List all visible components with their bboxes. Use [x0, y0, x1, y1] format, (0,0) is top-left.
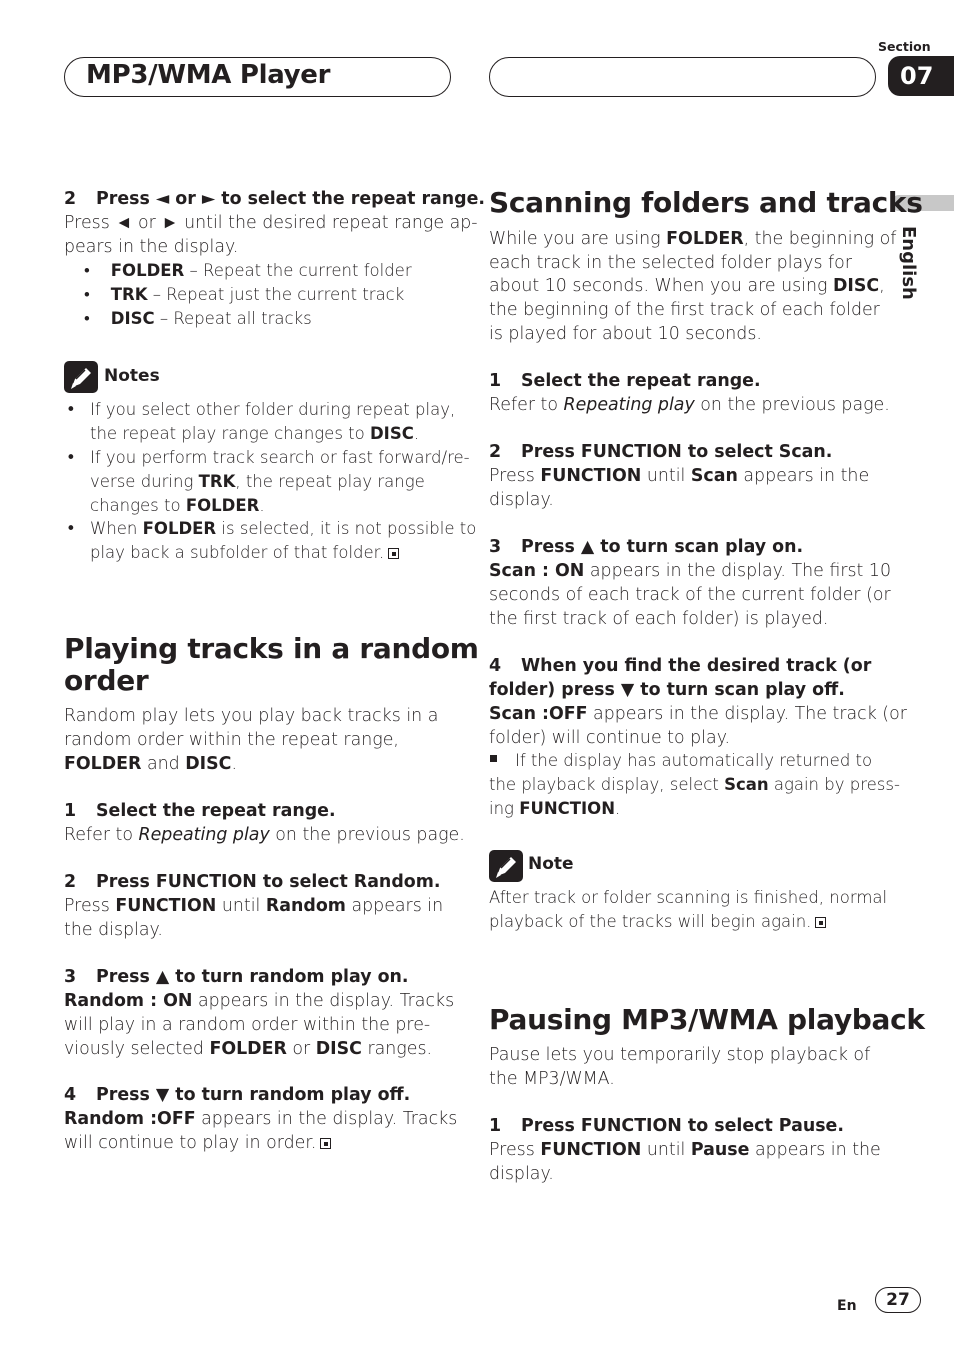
body-text: Scan : ON appears in the display. The first 10 [489, 561, 892, 581]
page-number: 27 [875, 1287, 921, 1313]
section-heading: Playing tracks in a random [64, 632, 479, 665]
note-text: After track or folder scanning is finished, normal [489, 888, 888, 907]
body-text: about 10 seconds. When you are using DISC, [489, 276, 885, 296]
pencil-icon [489, 850, 523, 882]
note-text: When FOLDER is selected, it is not possible to [90, 519, 477, 538]
header-blank-frame [489, 57, 876, 97]
note-bullet: • [66, 519, 76, 538]
body-text: If the display has automatically returned to [515, 751, 873, 770]
section-heading: Pausing MP3/WMA playback [489, 1003, 925, 1036]
section-heading: Scanning folders and tracks [489, 186, 923, 219]
list-item: • DISC – Repeat all tracks [84, 309, 312, 328]
step-heading: 2 Press ◄ or ► to select the repeat range. [64, 189, 486, 209]
step-heading: folder) press ▼ to turn scan play off. [489, 680, 845, 700]
step-heading: 3 Press ▲ to turn random play on. [64, 967, 409, 987]
note-text: changes to FOLDER. [90, 496, 265, 515]
step-heading: 1 Select the repeat range. [64, 801, 336, 821]
body-text: will continue to play in order. [64, 1131, 331, 1155]
note-text: If you select other folder during repeat play, [90, 400, 456, 419]
body-text: will play in a random order within the pre- [64, 1015, 431, 1035]
body-text: pears in the display. [64, 237, 239, 257]
body-text: the MP3/WMA. [489, 1069, 615, 1089]
footer-language-code: En [837, 1298, 857, 1314]
body-text: the playback display, select Scan again by press- [489, 775, 900, 794]
body-text: viously selected FOLDER or DISC ranges. [64, 1039, 433, 1059]
pencil-icon [64, 361, 98, 393]
body-text: Press ◄ or ► until the desired repeat range ap- [64, 213, 478, 233]
step-heading: 2 Press FUNCTION to select Random. [64, 872, 441, 892]
square-bullet-icon [490, 755, 497, 762]
note-bullet: • [66, 400, 76, 419]
body-text: Refer to Repeating play on the previous page. [489, 395, 890, 415]
body-text: each track in the selected folder plays for [489, 253, 852, 273]
body-text: display. [489, 490, 554, 510]
body-text: seconds of each track of the current folder (or [489, 585, 891, 605]
note-text: playback of the tracks will begin again. [489, 910, 826, 934]
step-heading: 4 Press ▼ to turn random play off. [64, 1085, 411, 1105]
chapter-title: MP3/WMA Player [86, 60, 331, 90]
step-heading: 2 Press FUNCTION to select Scan. [489, 442, 833, 462]
step-heading: 1 Select the repeat range. [489, 371, 761, 391]
body-text: ing FUNCTION. [489, 799, 621, 818]
body-text: Random : ON appears in the display. Tracks [64, 991, 455, 1011]
side-tab-language: English [898, 226, 919, 300]
body-text: folder) will continue to play. [489, 728, 731, 748]
section-label: Section [878, 39, 931, 54]
body-text: Pause lets you temporarily stop playback of [489, 1045, 871, 1065]
body-text: the display. [64, 920, 163, 940]
body-text: is played for about 10 seconds. [489, 324, 762, 344]
body-text: FOLDER and DISC. [64, 754, 237, 774]
list-item: • FOLDER – Repeat the current folder [84, 261, 412, 280]
body-text: Press FUNCTION until Pause appears in the [489, 1140, 881, 1160]
note-text: play back a subfolder of that folder. [90, 541, 399, 565]
note-label: Note [528, 854, 574, 874]
section-number: 07 [888, 56, 954, 96]
note-text: If you perform track search or fast forward/re- [90, 448, 470, 467]
note-bullet: • [66, 448, 76, 467]
step-heading: 3 Press ▲ to turn scan play on. [489, 537, 804, 557]
step-heading: 1 Press FUNCTION to select Pause. [489, 1116, 844, 1136]
list-item: • TRK – Repeat just the current track [84, 285, 405, 304]
section-heading: order [64, 664, 149, 697]
body-text: Scan :OFF appears in the display. The track (or [489, 704, 907, 724]
end-mark-icon [388, 548, 399, 559]
body-text: the beginning of the first track of each folder [489, 300, 880, 320]
body-text: Press FUNCTION until Scan appears in the [489, 466, 870, 486]
body-text: Random :OFF appears in the display. Tracks [64, 1109, 458, 1129]
body-text: While you are using FOLDER, the beginning of [489, 229, 897, 249]
body-text: the first track of each folder) is played. [489, 609, 829, 629]
body-text: Press FUNCTION until Random appears in [64, 896, 444, 916]
end-mark-icon [320, 1138, 331, 1149]
step-heading: 4 When you find the desired track (or [489, 656, 872, 676]
notes-label: Notes [104, 366, 160, 386]
end-mark-icon [815, 917, 826, 928]
note-text: the repeat play range changes to DISC. [90, 424, 420, 443]
body-text: random order within the repeat range, [64, 730, 399, 750]
body-text: Refer to Repeating play on the previous page. [64, 825, 465, 845]
body-text: display. [489, 1164, 554, 1184]
note-text: verse during TRK, the repeat play range [90, 472, 425, 491]
body-text: Random play lets you play back tracks in a [64, 706, 439, 726]
